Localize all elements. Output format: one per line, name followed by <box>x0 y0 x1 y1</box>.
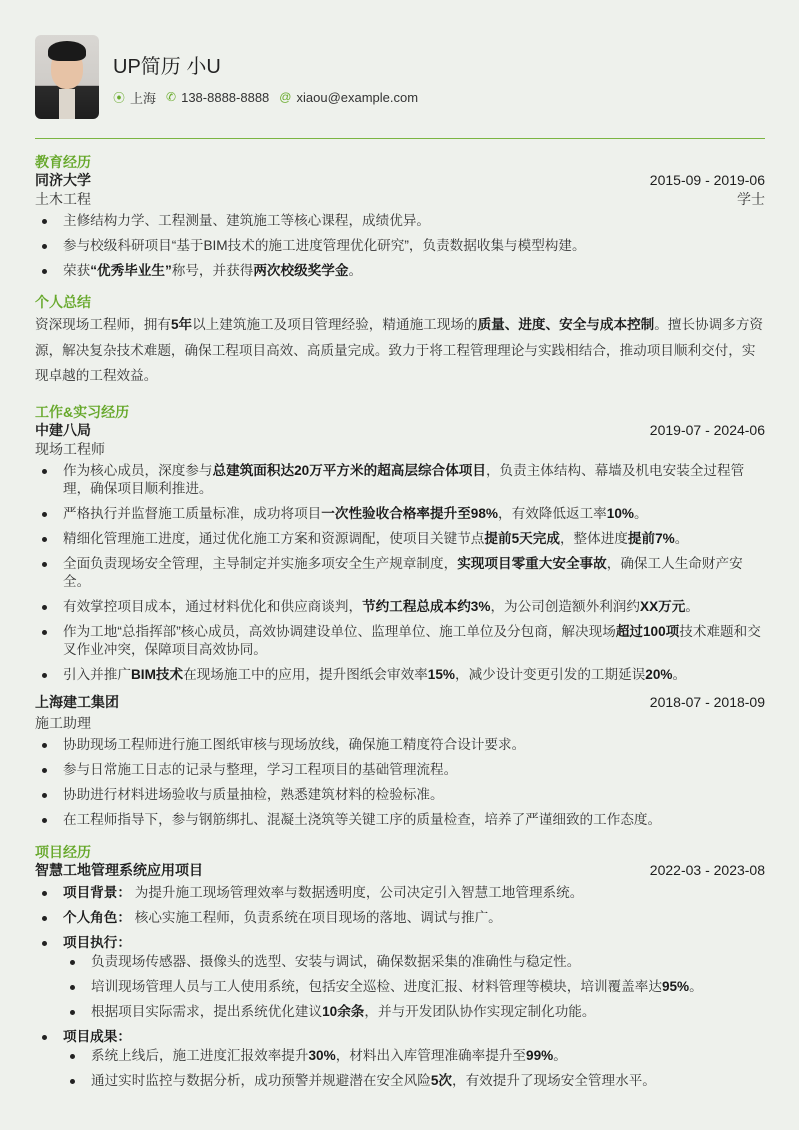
list-item <box>63 1003 765 1021</box>
bold-text: “优秀毕业生” <box>90 263 172 278</box>
section-title-summary: 个人总结 <box>35 294 91 310</box>
list-item <box>35 623 765 659</box>
bold-text: 15% <box>427 666 455 682</box>
list-item <box>63 1072 765 1090</box>
summary-text <box>35 312 765 389</box>
text-segment: 有效掌控项目成本，通过材料优化和供应商谈判， <box>63 598 363 614</box>
text-segment: 严格执行并监督施工质量标准，成功将项目 <box>63 505 322 521</box>
job-entry <box>35 693 765 829</box>
text-segment: 在现场施工中的应用，提升图纸会审效率 <box>183 666 428 682</box>
major: 土木工程 <box>35 191 91 207</box>
job-role: 现场工程师 <box>35 440 105 457</box>
degree: 学士 <box>737 191 765 207</box>
list-item <box>35 761 765 779</box>
project-item-label: 项目成果： <box>63 1028 131 1044</box>
job-date: 2018-07 - 2018-09 <box>649 693 765 710</box>
project-item <box>35 934 765 1021</box>
text-segment: 。 <box>685 598 699 614</box>
text-segment: 称号，并获得 <box>171 263 254 278</box>
header-divider <box>35 138 765 139</box>
text-segment: 根据项目实际需求，提出系统优化建议 <box>91 1003 323 1019</box>
bold-text: 节约工程总成本约3% <box>362 598 491 614</box>
list-item <box>35 786 765 804</box>
project-items <box>35 884 765 1090</box>
list-item <box>35 262 765 280</box>
project-subitems <box>63 953 765 1021</box>
job-bullets <box>35 462 765 684</box>
education-date: 2015-09 - 2019-06 <box>649 172 765 188</box>
bold-text: BIM技术 <box>130 666 184 682</box>
project-item <box>35 884 765 902</box>
list-item <box>35 811 765 829</box>
bold-text: 10余条 <box>322 1003 365 1019</box>
bold-text: 超过100项 <box>615 623 680 639</box>
list-item <box>35 598 765 616</box>
text-segment: ，有效提升了现场安全管理水平。 <box>452 1072 656 1088</box>
text-segment: 作为核心成员，深度参与 <box>63 462 213 478</box>
project-item-label: 项目执行： <box>63 934 131 950</box>
bold-text: 20% <box>645 666 673 682</box>
section-title-projects: 项目经历 <box>35 843 91 860</box>
text-segment: 系统上线后，施工进度汇报效率提升 <box>91 1047 309 1063</box>
job-date: 2019-07 - 2024-06 <box>649 421 765 438</box>
text-segment: ，并与开发团队协作实现定制化功能。 <box>364 1003 596 1019</box>
school-name: 同济大学 <box>35 172 91 188</box>
bold-text: 两次校级奖学金 <box>253 263 349 278</box>
list-item <box>35 555 765 591</box>
text-segment: ，整体进度 <box>559 530 628 546</box>
section-title-education: 教育经历 <box>35 154 91 170</box>
project-item <box>35 909 765 927</box>
bold-text: 95% <box>661 978 690 994</box>
text-segment: 技术难题和交叉作业冲突，保障项目高效协同。 <box>63 623 761 657</box>
project-date: 2022-03 - 2023-08 <box>649 861 765 878</box>
candidate-name: UP简历 小U <box>113 55 221 78</box>
bold-text: XX万元 <box>640 598 686 614</box>
resume-page <box>35 35 765 1097</box>
text-segment: ，为公司创造额外利润约 <box>490 598 640 614</box>
bold-text: 质量、进度、安全与成本控制 <box>477 317 655 332</box>
contact-email: xiaou@example.com <box>296 89 419 105</box>
text-segment: 参与校级科研项目“基于BIM技术的施工进度管理优化研究”，负责数据收集与模型构建。 <box>63 238 586 253</box>
contact-location: 上海 <box>130 90 157 106</box>
text-segment: 。 <box>672 666 687 682</box>
text-segment: 以上建筑施工及项目管理经验，精通施工现场的 <box>192 317 478 332</box>
bold-text: 提前7% <box>627 530 675 546</box>
list-item <box>35 736 765 754</box>
text-segment: 。擅长协调多方资源，解决复杂技术难题，确保工程项目高效、高质量完成。致力于将工程管理理论与实践相结合，推动项目顺利交付，实现卓越的工程效益。 <box>35 317 764 383</box>
text-segment: 主修结构力学、工程测量、建筑施工等核心课程，成绩优异。 <box>63 213 431 228</box>
text-segment: 。 <box>689 978 703 994</box>
text-segment: 负责现场传感器、摄像头的选型、安装与调试，确保数据采集的准确性与稳定性。 <box>91 953 581 969</box>
text-segment: ，减少设计变更引发的工期延误 <box>454 666 646 682</box>
bold-text: 一次性验收合格率提升至98% <box>321 505 499 521</box>
text-segment: 协助进行材料进场验收与质量抽检，熟悉建筑材料的检验标准。 <box>63 786 444 802</box>
project-item-text: 核心实施工程师，负责系统在项目现场的落地、调试与推广。 <box>130 909 502 925</box>
phone-icon: ✆ <box>166 90 177 104</box>
text-segment: 作为工地“总指挥部”核心成员，高效协调建设单位、监理单位、施工单位及分包商，解决现场 <box>63 623 616 639</box>
text-segment: 资深现场工程师，拥有 <box>35 317 171 332</box>
text-segment: ，材料出入库管理准确率提升至 <box>335 1047 527 1063</box>
list-item <box>35 666 765 684</box>
project-subitems <box>63 1047 765 1090</box>
job-role: 施工助理 <box>35 714 91 731</box>
at-email-icon: @ <box>279 90 292 104</box>
text-segment: 参与日常施工日志的记录与整理，学习工程项目的基础管理流程。 <box>63 761 458 777</box>
text-segment: 引入并推广 <box>63 666 131 682</box>
job-entry <box>35 421 765 684</box>
text-segment: 培训现场管理人员与工人使用系统，包括安全巡检、进度汇报、材料管理等模块，培训覆盖率达 <box>91 978 662 994</box>
text-segment: 精细化管理施工进度，通过优化施工方案和资源调配，使项目关键节点 <box>63 530 485 546</box>
bold-text: 30% <box>308 1047 336 1063</box>
contact-info <box>113 88 428 107</box>
bold-text: 10% <box>606 505 634 521</box>
section-title-work: 工作&实习经历 <box>35 403 130 420</box>
text-segment: 。 <box>348 263 363 278</box>
bold-text: 5次 <box>430 1072 452 1088</box>
company-name: 上海建工集团 <box>35 693 119 710</box>
project-item-text: 为提升施工现场管理效率与数据透明度，公司决定引入智慧工地管理系统。 <box>130 884 584 900</box>
text-segment: 在工程师指导下，参与钢筋绑扎、混凝土浇筑等关键工序的质量检查，培养了严谨细致的工作态度。 <box>63 811 662 827</box>
list-item <box>63 1047 765 1065</box>
list-item <box>35 530 765 548</box>
text-segment: 。 <box>553 1047 567 1063</box>
text-segment: 全面负责现场安全管理，主导制定并实施多项安全生产规章制度， <box>63 555 458 571</box>
project-item-label: 项目背景： <box>63 884 131 900</box>
text-segment: 。 <box>674 530 689 546</box>
education-bullets <box>35 212 765 280</box>
profile-photo <box>35 35 99 119</box>
project-item <box>35 1028 765 1090</box>
bold-text: 提前5天完成 <box>484 530 560 546</box>
list-item <box>63 978 765 996</box>
list-item <box>35 462 765 498</box>
bold-text: 5年 <box>170 317 193 332</box>
text-segment: ，负责主体结构、幕墙及机电安装全过程管理，确保项目顺利推进。 <box>63 462 745 496</box>
contact-phone: 138-8888-8888 <box>181 89 270 105</box>
bold-text: 总建筑面积达20万平方米的超高层综合体项目 <box>212 462 486 478</box>
text-segment: 。 <box>634 505 648 521</box>
project-name: 智慧工地管理系统应用项目 <box>35 861 203 878</box>
text-segment: 荣获 <box>63 263 91 278</box>
list-item <box>35 212 765 230</box>
resume-header <box>35 35 765 119</box>
text-segment: 协助现场工程师进行施工图纸审核与现场放线，确保施工精度符合设计要求。 <box>63 736 526 752</box>
text-segment: ，确保工人生命财产安全。 <box>63 555 743 589</box>
list-item <box>35 505 765 523</box>
text-segment: 通过实时监控与数据分析，成功预警并规避潜在安全风险 <box>91 1072 431 1088</box>
list-item <box>63 953 765 971</box>
list-item <box>35 237 765 255</box>
text-segment: ，有效降低返工率 <box>498 505 607 521</box>
bold-text: 实现项目零重大安全事故 <box>457 555 607 571</box>
project-item-label: 个人角色： <box>63 909 131 925</box>
company-name: 中建八局 <box>35 421 91 438</box>
bold-text: 99% <box>526 1047 554 1063</box>
job-bullets <box>35 736 765 829</box>
location-pin-icon: ⦿ <box>113 90 126 105</box>
